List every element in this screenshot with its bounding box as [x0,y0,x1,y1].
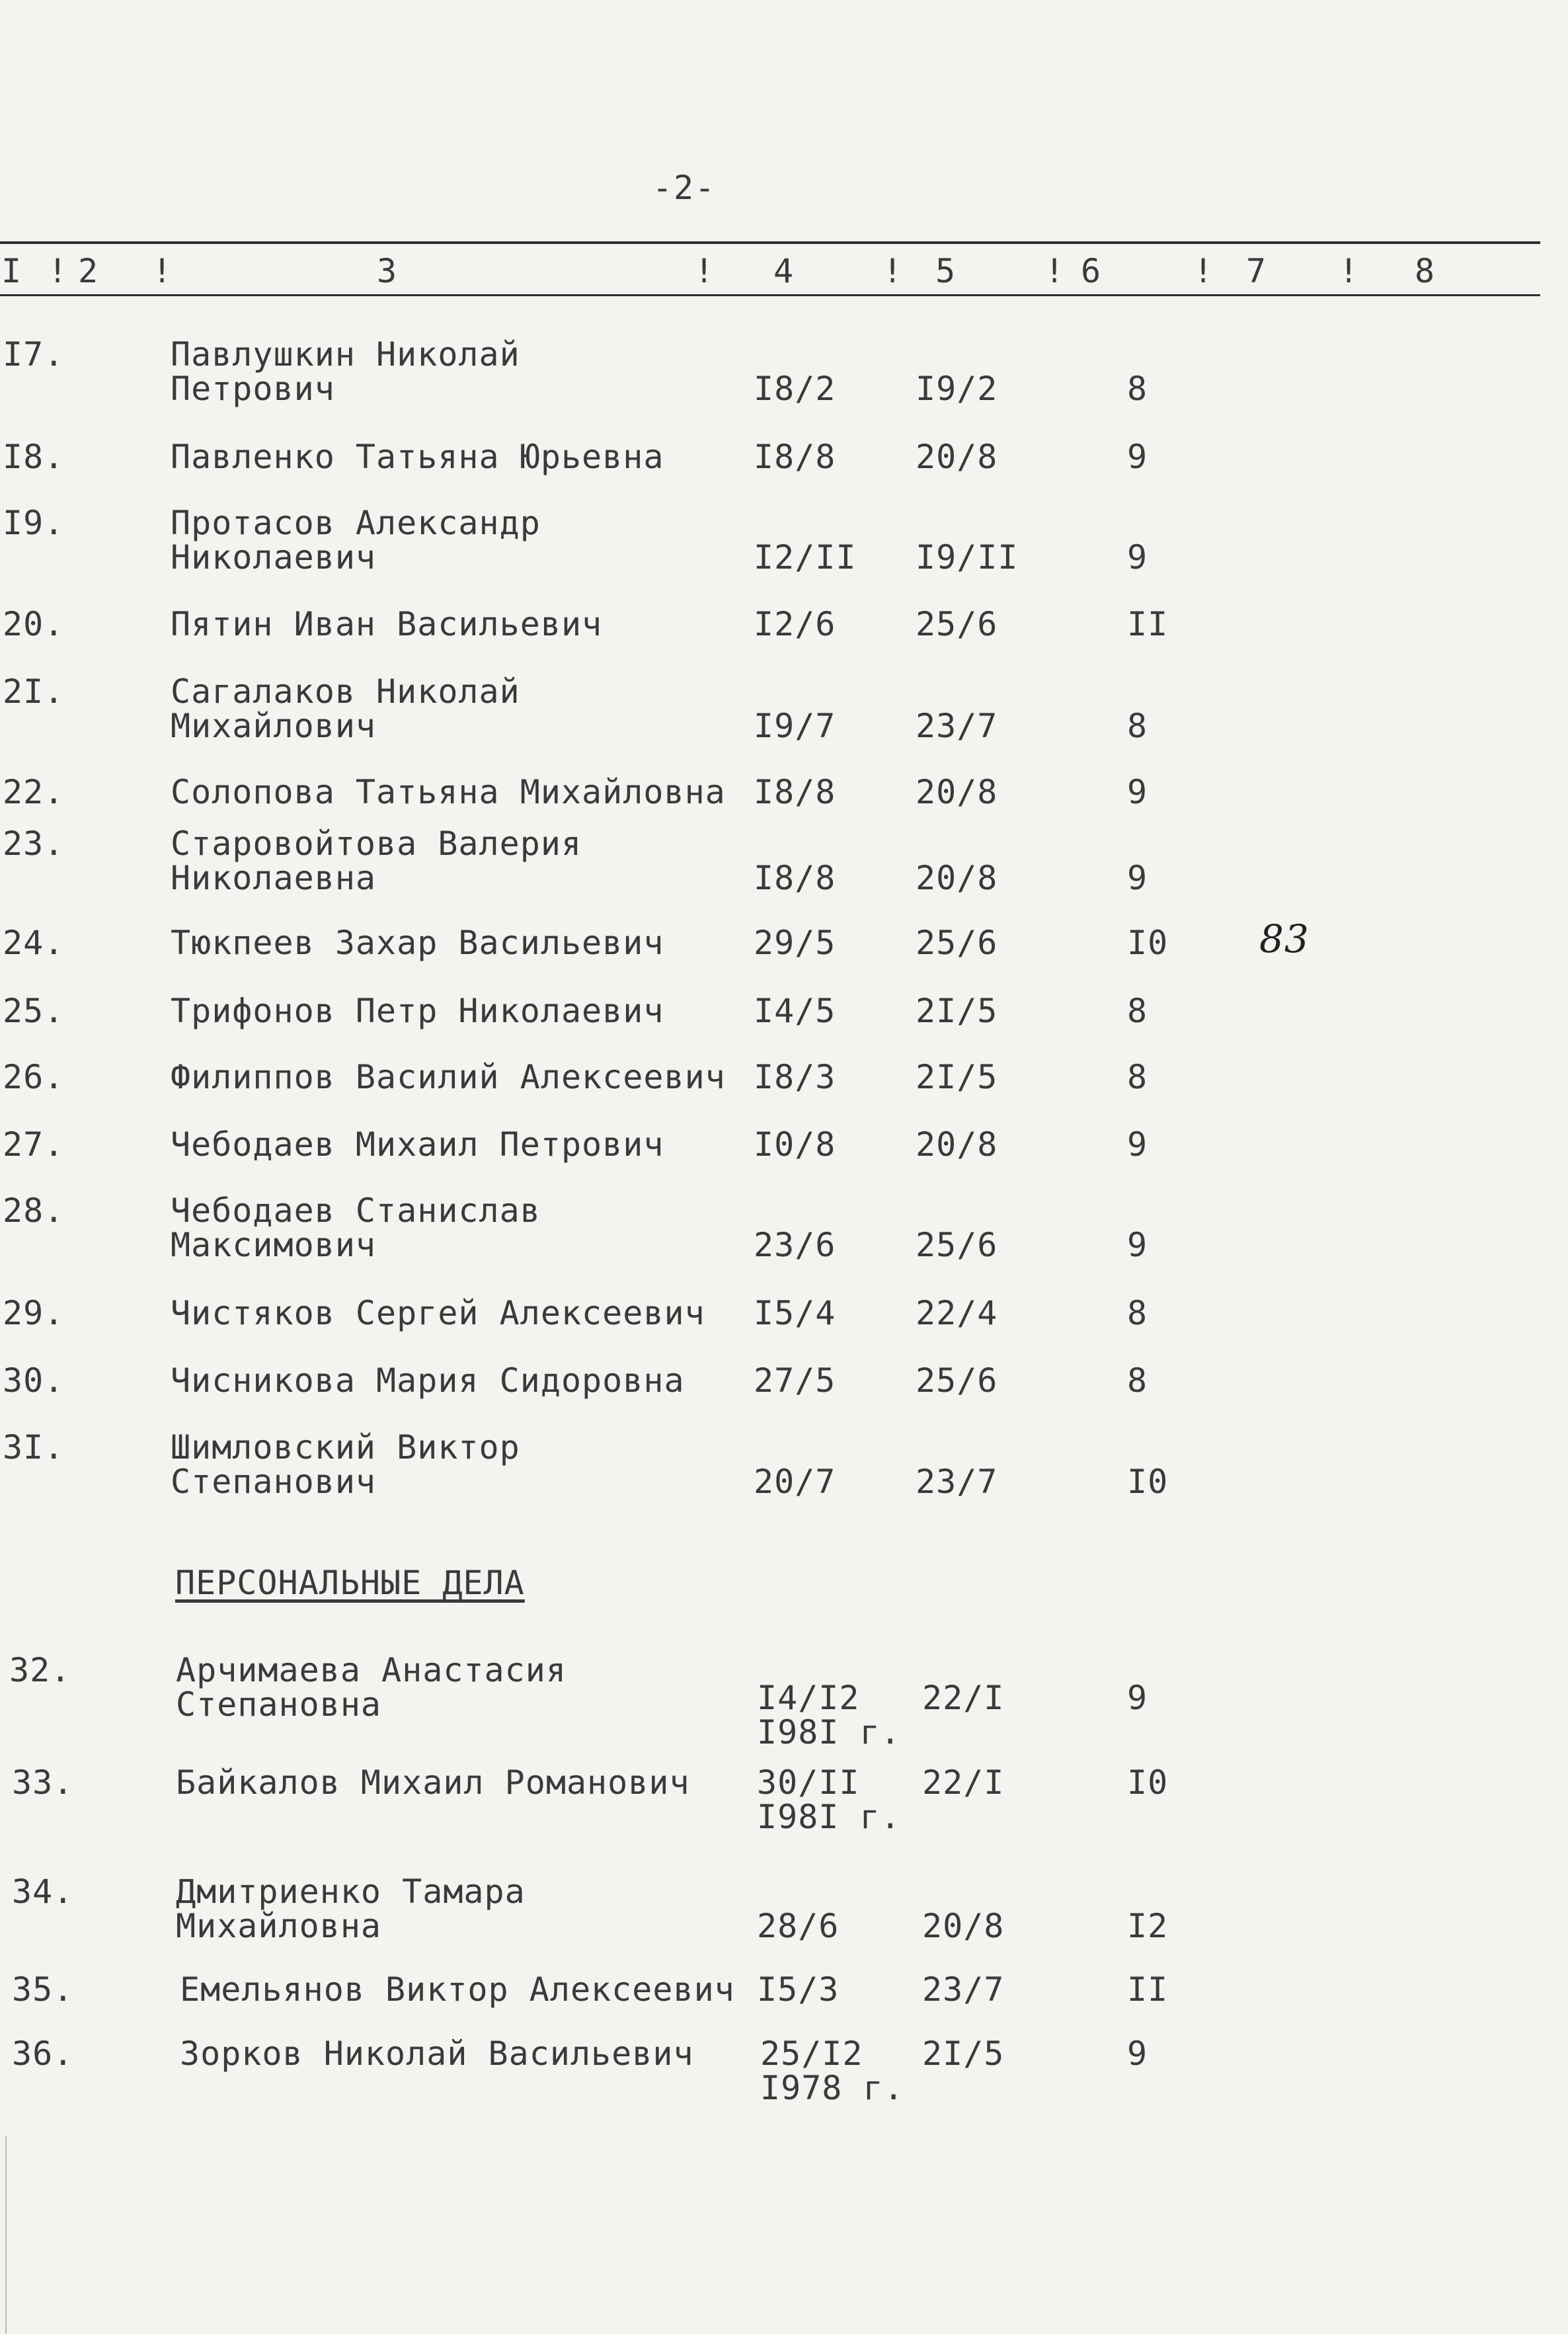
date-end: 20/8 [916,438,998,476]
item-number: I8. [3,438,65,476]
sheet-count: 9 [1127,2034,1148,2073]
sheet-count: II [1127,1970,1169,2009]
column-header-4: 4 [773,252,794,290]
item-number: 24. [3,924,65,962]
header-bottom-rule [0,294,1540,296]
date-end: 2I/5 [916,1058,998,1096]
person-name: Чебодаев Станислав [171,1191,541,1230]
handwritten-note: 83 [1259,916,1310,961]
sheet-count: 9 [1127,1679,1148,1717]
date-start: I8/8 [754,773,836,811]
date-end: 22/4 [916,1294,998,1332]
item-number: 35. [12,1970,74,2009]
person-name: Зорков Николай Васильевич [180,2034,694,2073]
column-header-8: 8 [1415,252,1435,290]
item-number: 20. [3,605,65,643]
column-header-6: 6 [1081,252,1101,290]
sheet-count: 9 [1127,859,1148,897]
page-number: -2- [652,169,717,207]
person-name: Протасов Александр [171,504,541,542]
sheet-count: I2 [1127,1907,1169,1945]
column-header-2: 2 [78,252,98,290]
section-title: ПЕРСОНАЛЬНЫЕ ДЕЛА [175,1564,525,1602]
date-start: 20/7 [754,1463,836,1501]
column-header-5: 5 [935,252,956,290]
date-start: I8/8 [754,859,836,897]
date-end: 25/6 [916,605,998,643]
date-start-year: I978 г. [760,2069,904,2107]
person-name: Чистяков Сергей Алексеевич [171,1294,705,1332]
page-edge-mark [5,2136,7,2334]
person-name: Емельянов Виктор Алексеевич [180,1970,735,2009]
date-start: I5/4 [754,1294,836,1332]
item-number: 25. [3,992,65,1030]
person-name: Филиппов Василий Алексеевич [171,1058,726,1096]
column-separator: ! [48,252,68,290]
person-name: Сагалаков Николай [171,672,520,711]
column-header-7: 7 [1246,252,1267,290]
date-start: 27/5 [754,1361,836,1400]
sheet-count: 8 [1127,1361,1148,1400]
person-patronymic: Петрович [171,370,335,408]
header-top-rule [0,241,1540,244]
person-patronymic: Николаевна [171,859,377,897]
person-name: Дмитриенко Тамара [176,1872,526,1911]
item-number: 27. [3,1125,65,1164]
item-number: 34. [12,1872,74,1911]
item-number: 23. [3,825,65,863]
column-header-1: I [1,252,22,290]
date-start: I4/I2 [757,1679,860,1717]
date-end: 20/8 [916,1125,998,1164]
person-name: Шимловский Виктор [171,1428,520,1467]
item-number: 2I. [3,672,65,711]
date-end: I9/2 [916,370,998,408]
item-number: 22. [3,773,65,811]
sheet-count: 9 [1127,1226,1148,1264]
date-end: 20/8 [916,773,998,811]
item-number: 29. [3,1294,65,1332]
date-start: I9/7 [754,707,836,745]
date-end: 20/8 [916,859,998,897]
date-end: I9/II [916,538,1019,577]
item-number: 26. [3,1058,65,1096]
date-end: 25/6 [916,1361,998,1400]
date-start: I8/8 [754,438,836,476]
sheet-count: I0 [1127,1763,1169,1802]
item-number: 3I. [3,1428,65,1467]
date-start: I4/5 [754,992,836,1030]
column-separator: ! [882,252,903,290]
date-start: I2/II [754,538,857,577]
person-name: Тюкпеев Захар Васильевич [171,924,664,962]
sheet-count: 8 [1127,370,1148,408]
column-separator: ! [1044,252,1065,290]
person-patronymic: Николаевич [171,538,377,577]
date-start-year: I98I г. [757,1713,901,1751]
sheet-count: 9 [1127,538,1148,577]
person-patronymic: Степановна [176,1685,382,1724]
sheet-count: 9 [1127,438,1148,476]
person-name: Чисникова Мария Сидоровна [171,1361,685,1400]
item-number: I9. [3,504,65,542]
sheet-count: II [1127,605,1169,643]
date-start: I0/8 [754,1125,836,1164]
person-name: Байкалов Михаил Романович [176,1763,690,1802]
date-start: I5/3 [757,1970,840,2009]
date-start: 23/6 [754,1226,836,1264]
date-start: 30/II [757,1763,860,1802]
date-start-year: I98I г. [757,1798,901,1836]
column-header-3: 3 [377,252,397,290]
sheet-count: 8 [1127,707,1148,745]
sheet-count: 8 [1127,992,1148,1030]
date-end: 25/6 [916,924,998,962]
date-end: 23/7 [922,1970,1005,2009]
person-name: Старовойтова Валерия [171,825,582,863]
person-name: Пятин Иван Васильевич [171,605,603,643]
column-separator: ! [152,252,173,290]
person-patronymic: Михайлович [171,707,377,745]
date-start: 28/6 [757,1907,840,1945]
item-number: 28. [3,1191,65,1230]
person-patronymic: Михайловна [176,1907,382,1945]
item-number: 36. [12,2034,74,2073]
date-end: 2I/5 [922,2034,1005,2073]
sheet-count: 8 [1127,1058,1148,1096]
sheet-count: 9 [1127,773,1148,811]
sheet-count: 9 [1127,1125,1148,1164]
item-number: 32. [9,1651,71,1689]
sheet-count: I0 [1127,1463,1169,1501]
sheet-count: 8 [1127,1294,1148,1332]
column-separator: ! [694,252,715,290]
date-end: 22/I [922,1763,1005,1802]
person-patronymic: Степанович [171,1463,377,1501]
person-name: Чебодаев Михаил Петрович [171,1125,664,1164]
date-start: I8/3 [754,1058,836,1096]
person-name: Павленко Татьяна Юрьевна [171,438,664,476]
item-number: 33. [12,1763,74,1802]
date-start: I8/2 [754,370,836,408]
sheet-count: I0 [1127,924,1169,962]
item-number: I7. [3,335,65,374]
person-name: Солопова Татьяна Михайловна [171,773,726,811]
person-patronymic: Максимович [171,1226,377,1264]
date-end: 22/I [922,1679,1005,1717]
date-end: 23/7 [916,707,998,745]
column-separator: ! [1339,252,1359,290]
date-end: 25/6 [916,1226,998,1264]
date-end: 23/7 [916,1463,998,1501]
date-start: I2/6 [754,605,836,643]
date-start: 29/5 [754,924,836,962]
item-number: 30. [3,1361,65,1400]
person-name: Павлушкин Николай [171,335,520,374]
date-end: 2I/5 [916,992,998,1030]
date-end: 20/8 [922,1907,1005,1945]
date-start: 25/I2 [760,2034,863,2073]
column-separator: ! [1193,252,1214,290]
person-name: Трифонов Петр Николаевич [171,992,664,1030]
person-name: Арчимаева Анастасия [176,1651,567,1689]
